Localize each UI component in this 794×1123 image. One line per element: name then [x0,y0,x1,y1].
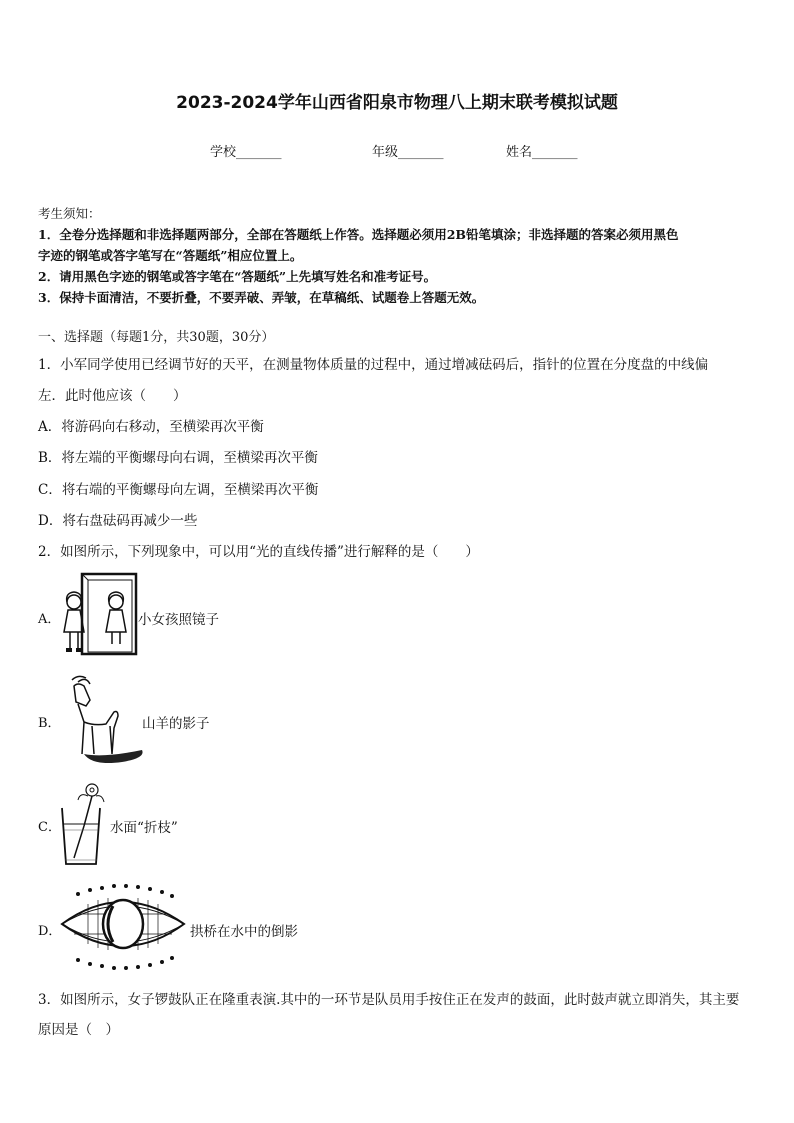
girl-mirror-figure [58,572,138,660]
q3-stem-line1: 3．如图所示，女子锣鼓队正在隆重表演.其中的一环节是队员用手按住正在发声的鼓面，此时鼓声就立即消失，其主要 [38,992,740,1008]
q2-option-a-text: 小女孩照镜子 [138,612,219,628]
q2-option-a-label: A． [38,612,61,627]
q2-option-b-label: B． [38,716,61,731]
q1-stem-line2: 左．此时他应该（ ） [38,388,187,404]
notice-heading: 考生须知： [38,206,101,221]
name-field: 姓名_______ [506,145,578,160]
q1-option-a: A．将游码向右移动，至横梁再次平衡 [38,419,264,435]
q1-option-d: D．将右盘砝码再减少一些 [38,513,198,529]
notice-item-3: 3．保持卡面清洁，不要折叠，不要弄破、弄皱，在草稿纸、试题卷上答题无效。 [38,290,485,305]
notice-item-1a: 1．全卷分选择题和非选择题两部分，全部在答题纸上作答。选择题必须用2B铅笔填涂；非选择题的答案必须用黑色 [38,227,679,242]
q2-option-c-label: C． [38,820,61,835]
goat-shadow-figure [58,674,146,766]
q2-option-d-label: D． [38,924,62,939]
section-heading: 一、选择题（每题1分，共30题，30分） [38,330,275,345]
q1-option-b: B．将左端的平衡螺母向右调，至横梁再次平衡 [38,450,318,466]
exam-notice [38,203,758,308]
school-field: 学校_______ [210,145,282,160]
student-info-row [0,141,794,161]
notice-item-2: 2．请用黑色字迹的钢笔或答字笔在“答题纸”上先填写姓名和准考证号。 [38,269,437,284]
q2-option-c-text: 水面“折枝” [110,820,178,836]
q1-option-c: C．将右端的平衡螺母向左调，至横梁再次平衡 [38,482,319,498]
q2-option-d-text: 拱桥在水中的倒影 [190,924,298,940]
q3-stem-line2: 原因是（ ） [38,1022,119,1038]
grade-field: 年级_______ [372,145,444,160]
notice-item-1b: 字迹的钢笔或答字笔写在“答题纸”相应位置上。 [38,248,303,263]
page-title: 2023-2024学年山西省阳泉市物理八上期末联考模拟试题 [176,93,618,113]
q2-stem: 2．如图所示，下列现象中，可以用“光的直线传播”进行解释的是（ ） [38,544,479,560]
q2-option-b-text: 山羊的影子 [142,716,210,732]
glass-bent-stick-figure [58,778,108,870]
bridge-reflection-figure [58,884,188,972]
q1-stem-line1: 1．小军同学使用已经调节好的天平，在测量物体质量的过程中，通过增减砝码后，指针的位置在分度盘的中线偏 [38,357,709,373]
